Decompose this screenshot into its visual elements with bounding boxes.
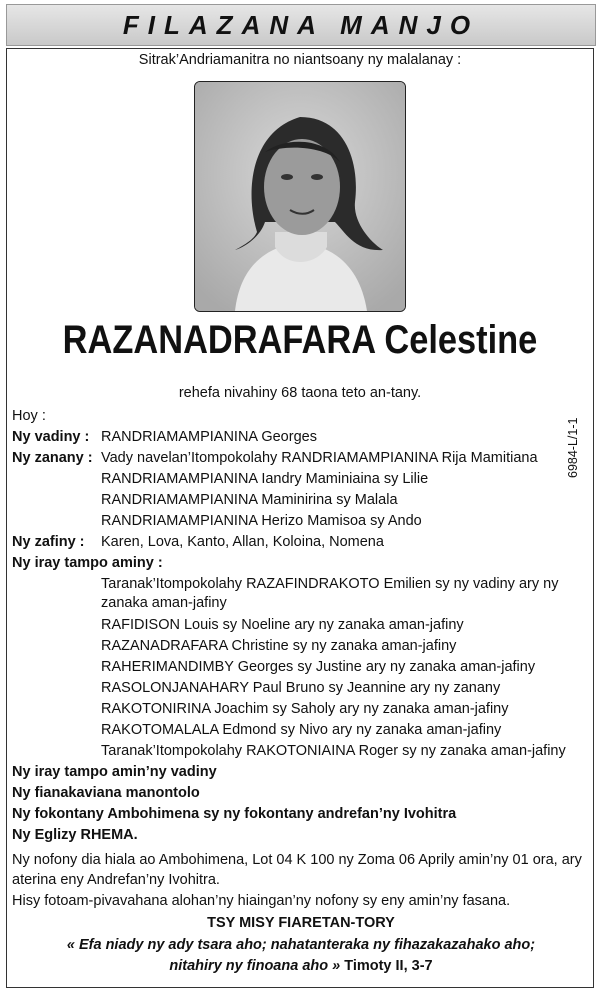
portrait-photo [194, 81, 406, 312]
list-item: RANDRIAMAMPIANINA Iandry Maminiaina sy Lilie [101, 471, 429, 487]
verse-line-1: « Efa niady ny ady tsara aho; nahatanteraka ny fihazakazahako aho; [66, 937, 536, 953]
hoy-label: Hoy : [12, 408, 46, 424]
list-item: RAZANADRAFARA Christine sy ny zanaka aman-jafiny [101, 638, 457, 654]
intro-text: Sitrak’Andriamanitra no niantsoany ny malalanay : [138, 52, 462, 68]
list-item: RANDRIAMAMPIANINA Maminirina sy Malala [101, 492, 398, 508]
vadiny-label: Ny vadiny : [12, 429, 90, 445]
list-item: Vady navelan’Itompokolahy RANDRIAMAMPIANINA Rija Mamitiana [101, 450, 538, 466]
list-item: RAFIDISON Louis sy Noeline ary ny zanaka aman-jafiny [101, 617, 464, 633]
list-item: Ny fokontany Ambohimena sy ny fokontany andrefan’ny Ivohitra [12, 806, 457, 822]
deceased-name: RAZANADRAFARA Celestine [62, 318, 538, 362]
list-item: RAKOTONIRINA Joachim sy Saholy ary ny zanaka aman-jafiny [101, 701, 509, 717]
reference-code: 6984-L/1-1 [566, 417, 580, 478]
zafiny-label: Ny zafiny : [12, 534, 85, 550]
verse-text: nitahiry ny finoana aho » [169, 958, 341, 974]
header-banner: FILAZANA MANJO [6, 4, 596, 46]
age-line: rehefa nivahiny 68 taona teto an-tany. [178, 385, 422, 401]
zafiny-value: Karen, Lova, Kanto, Allan, Koloina, Nomena [101, 534, 384, 550]
no-wreaths-notice: TSY MISY FIARETAN-TORY [207, 915, 395, 931]
burial-info: Ny nofony dia hiala ao Ambohimena, Lot 04 K 100 ny Zoma 06 Aprily amin’ny 01 ora, ary aterina eny Andrefan’ny Ivohitra. [12, 852, 582, 888]
vadiny-value: RANDRIAMAMPIANINA Georges [101, 429, 317, 445]
list-item: RAKOTOMALALA Edmond sy Nivo ary ny zanaka aman-jafiny [101, 722, 502, 738]
zanany-label: Ny zanany : [12, 450, 93, 466]
list-item: RANDRIAMAMPIANINA Herizo Mamisoa sy Ando [101, 513, 422, 529]
vigil-info: Hisy fotoam-pivavahana alohan’ny hiaingan’ny nofony sy eny amin’ny fasana. [12, 893, 511, 909]
list-item: Taranak’Itompokolahy RAZAFINDRAKOTO Emilien sy ny vadiny ary ny zanaka aman-jafiny [101, 576, 559, 611]
verse-reference: Timoty II, 3-7 [344, 958, 433, 974]
verse-line-2 [12, 956, 590, 976]
list-item: RAHERIMANDIMBY Georges sy Justine ary ny zanaka aman-jafiny [101, 659, 536, 675]
list-item: Ny fianakaviana manontolo [12, 785, 200, 801]
iray-tampo-label: Ny iray tampo aminy : [12, 555, 163, 571]
list-item: Ny iray tampo amin’ny vadiny [12, 764, 217, 780]
list-item: RASOLONJANAHARY Paul Bruno sy Jeannine ary ny zanany [101, 680, 501, 696]
list-item: Taranak’Itompokolahy RAKOTONIAINA Roger sy ny zanaka aman-jafiny [101, 743, 566, 759]
list-item: Ny Eglizy RHEMA. [12, 827, 138, 843]
